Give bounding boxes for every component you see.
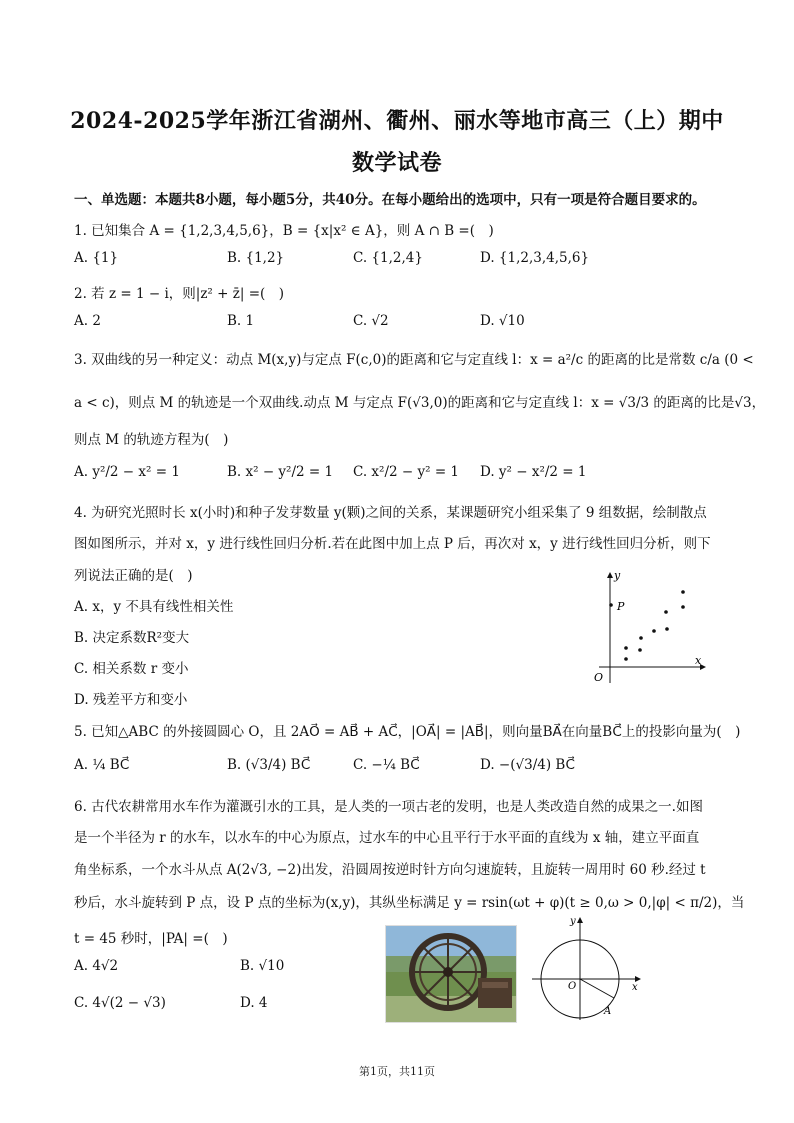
page-footer: 第1页，共11页 — [359, 1065, 435, 1078]
scatter-point — [665, 627, 669, 631]
q6-option-c: C. 4√(2 − √3) — [74, 995, 166, 1011]
q4-scatter-figure — [585, 565, 715, 690]
q6-line-4: 秒后，水斗旋转到 P 点，设 P 点的坐标为(x,y)，其纵坐标满足 y = rsin(ωt + φ)(t ≥ 0,ω > 0,|φ| < π/2)，当 — [74, 895, 745, 911]
q3-line-1: 3. 双曲线的另一种定义：动点 M(x,y)与定点 F(c,0)的距离和它与定直线 l：x = a²/c 的距离的比是常数 c/a (0 < — [74, 352, 754, 368]
q3-option-a: A. y²/2 − x² = 1 — [74, 464, 180, 480]
q3-line-2: a < c)，则点 M 的轨迹是一个双曲线.动点 M 与定点 F(√3,0)的距离和它与定直线 l：x = √3/3 的距离的比是√3， — [74, 395, 766, 411]
point-p — [609, 603, 613, 607]
q6-line-5: t = 45 秒时，|PA| =( ) — [74, 931, 228, 947]
q2-option-b: B. 1 — [227, 313, 255, 329]
q1-option-b: B. {1,2} — [227, 250, 285, 266]
q5-option-b: B. (√3/4) BC⃗ — [227, 757, 311, 773]
scatter-point — [681, 590, 685, 594]
q6-option-d: D. 4 — [240, 995, 268, 1011]
point-a-label: A — [604, 1006, 612, 1017]
q6-line-1: 6. 古代农耕常用水车作为灌溉引水的工具，是人类的一项古老的发明，也是人类改造自然的成果之一.如图 — [74, 799, 703, 815]
q1-option-c: C. {1,2,4} — [353, 250, 423, 266]
q6-circle-figure — [528, 912, 648, 1024]
q3-option-b: B. x² − y²/2 = 1 — [227, 464, 334, 480]
q5-option-c: C. −¼ BC⃗ — [353, 757, 420, 773]
x-axis-label: x — [695, 654, 702, 667]
q4-line-3: 列说法正确的是( ) — [74, 568, 193, 584]
scatter-point — [664, 610, 668, 614]
q2-stem: 2. 若 z = 1 − i，则|z² + z̄| =( ) — [74, 286, 285, 302]
q3-option-c: C. x²/2 − y² = 1 — [353, 464, 460, 480]
x-axis-label: x — [632, 982, 638, 993]
q6-option-a: A. 4√2 — [74, 958, 119, 974]
scatter-point — [624, 646, 628, 650]
exam-subtitle: 数学试卷 — [351, 150, 442, 176]
q5-option-a: A. ¼ BC⃗ — [74, 757, 130, 773]
section-header: 一、单选题：本题共8小题，每小题5分，共40分。在每小题给出的选项中，只有一项是符合题目要求的。 — [74, 192, 706, 208]
scatter-point — [638, 648, 642, 652]
scatter-point — [639, 636, 643, 640]
scatter-point — [681, 605, 685, 609]
q4-option-c: C. 相关系数 r 变小 — [74, 661, 189, 677]
q5-option-d: D. −(√3/4) BC⃗ — [480, 757, 575, 773]
scatter-point — [624, 657, 628, 661]
q6-line-2: 是一个半径为 r 的水车，以水车的中心为原点，过水车的中心且平行于水平面的直线为 x 轴，建立平面直 — [74, 830, 700, 846]
q4-option-a: A. x，y 不具有线性相关性 — [74, 599, 234, 615]
q3-option-d: D. y² − x²/2 = 1 — [480, 464, 587, 480]
q6-option-b: B. √10 — [240, 958, 285, 974]
scatter-point — [652, 629, 656, 633]
y-axis-label: y — [614, 569, 621, 582]
exam-title: 2024-2025学年浙江省湖州、衢州、丽水等地市高三（上）期中 — [70, 108, 724, 134]
q2-option-d: D. √10 — [480, 313, 525, 329]
q4-option-b: B. 决定系数R²变大 — [74, 630, 190, 646]
origin-label: O — [568, 981, 577, 992]
q5-stem: 5. 已知△ABC 的外接圆圆心 O，且 2AO⃗ = AB⃗ + AC⃗，|OA⃗| = |AB⃗|，则向量BA⃗在向量BC⃗上的投影向量为( ) — [74, 724, 741, 740]
q4-line-1: 4. 为研究光照时长 x(小时)和种子发芽数量 y(颗)之间的关系，某课题研究小组采集了 9 组数据，绘制散点 — [74, 505, 707, 521]
origin-label: O — [594, 671, 604, 684]
q4-line-2: 图如图所示，并对 x，y 进行线性回归分析.若在此图中加上点 P 后，再次对 x，y 进行线性回归分析，则下 — [74, 536, 711, 552]
waterwheel-photo — [385, 925, 517, 1023]
q1-option-a: A. {1} — [74, 250, 119, 266]
radius-oa — [580, 979, 614, 998]
q2-option-c: C. √2 — [353, 313, 389, 329]
q2-option-a: A. 2 — [74, 313, 101, 329]
q4-option-d: D. 残差平方和变小 — [74, 692, 188, 708]
point-p-label: P — [617, 600, 625, 613]
q1-stem: 1. 已知集合 A = {1,2,3,4,5,6}，B = {x|x² ∈ A}，则 A ∩ B =( ) — [74, 223, 494, 239]
q3-line-3: 则点 M 的轨迹方程为( ) — [74, 432, 229, 448]
q6-line-3: 角坐标系，一个水斗从点 A(2√3, −2)出发，沿圆周按逆时针方向匀速旋转，且旋转一周用时 60 秒.经过 t — [74, 862, 706, 878]
y-axis-label: y — [570, 916, 576, 927]
q1-option-d: D. {1,2,3,4,5,6} — [480, 250, 590, 266]
